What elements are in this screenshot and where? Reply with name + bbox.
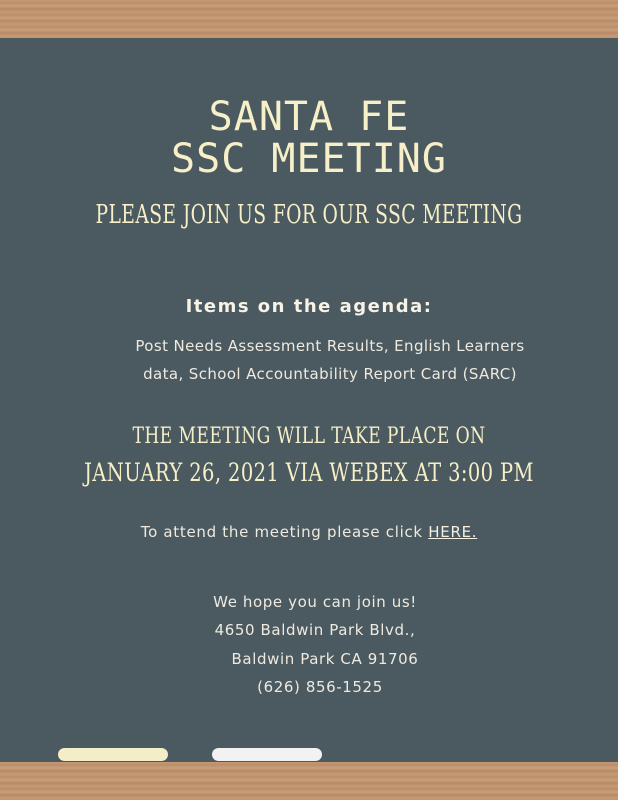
meeting-link[interactable]: HERE. [428,523,478,541]
address-line-1: 4650 Baldwin Park Blvd., [214,621,416,639]
white-chalk [212,748,322,761]
address-line-2: Baldwin Park CA 91706 [231,650,419,668]
meeting-line-2: JANUARY 26, 2021 VIA WEBEX AT 3:00 PM [84,458,534,487]
closing-greeting: We hope you can join us! [213,593,417,611]
attend-instructions [0,523,618,541]
agenda-heading: Items on the agenda: [185,296,433,317]
title-line-1: SANTA FE [208,94,410,140]
wood-frame-top [0,0,618,38]
agenda-items: Post Needs Assessment Results, English Learners data, School Accountability Report Card (SARC) [135,337,525,383]
subtitle: PLEASE JOIN US FOR OUR SSC MEETING [95,200,523,230]
wood-frame-bottom [0,762,618,800]
title-line-2: SSC MEETING [171,136,447,182]
meeting-line-1: THE MEETING WILL TAKE PLACE ON [132,424,486,449]
attend-text: To attend the meeting please click [140,523,429,541]
yellow-chalk [58,748,168,761]
phone-number: (626) 856-1525 [257,678,383,696]
